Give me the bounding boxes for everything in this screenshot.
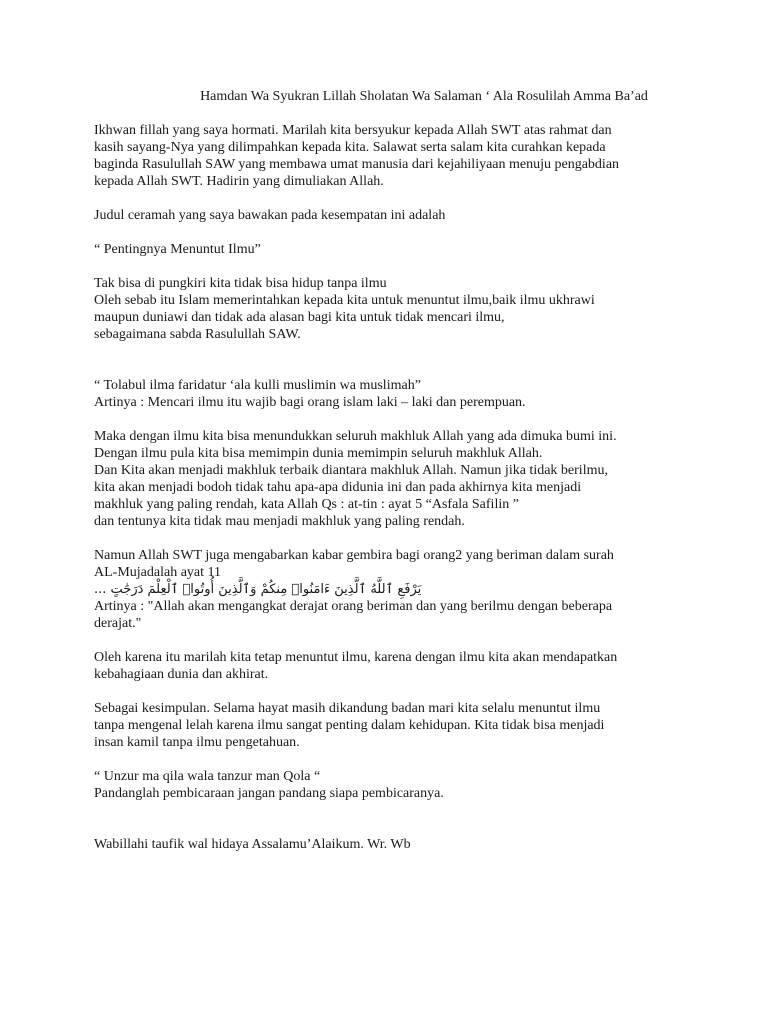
text-line: Pandanglah pembicaraan jangan pandang siapa pembicaranya. (94, 786, 444, 801)
text-line: kebahagiaan dunia dan akhirat. (94, 667, 269, 682)
text-line: tanpa mengenal lelah karena ilmu sangat penting dalam kehidupan. Kita tidak bisa menjadi (94, 718, 605, 733)
spacer (94, 360, 714, 377)
text-line: “ Unzur ma qila wala tanzur man Qola “ (94, 769, 321, 784)
text-line: “ Tolabul ilma faridatur ‘ala kulli muslimin wa muslimah” (94, 378, 421, 393)
paragraph-topic-intro (94, 207, 714, 224)
text-line: Wabillahi taufik wal hidaya Assalamu’Alaikum. Wr. Wb (94, 837, 411, 852)
text-line: sebagaimana sabda Rasulullah SAW. (94, 327, 301, 342)
paragraph-conclusion (94, 700, 714, 751)
text-line: Namun Allah SWT juga mengabarkan kabar gembira bagi orang2 yang beriman dalam surah (94, 548, 614, 563)
text-line: dan tentunya kita tidak mau menjadi makhluk yang paling rendah. (94, 514, 465, 529)
arabic-verse: يَرْفَعِ ٱللَّهُ ٱلَّذِينَ ءَامَنُوا۟ مِنكُمْ وَٱلَّذِينَ أُوتُوا۟ ٱلْعِلْمَ دَرَجَٰتٍ ... (94, 582, 422, 597)
text-line: Oleh sebab itu Islam memerintahkan kepada kita untuk menuntut ilmu,baik ilmu ukhrawi (94, 293, 595, 308)
paragraph-hadith (94, 377, 714, 411)
paragraph-opening (94, 122, 714, 190)
paragraph-quote (94, 768, 714, 802)
document-page (94, 88, 714, 870)
text-line: Maka dengan ilmu kita bisa menundukkan seluruh makhluk Allah yang ada dimuka bumi ini. (94, 429, 617, 444)
text-line: kasih sayang-Nya yang dilimpahkan kepada kita. Salawat serta salam kita curahkan kepada (94, 140, 606, 155)
text-line: makhluk yang paling rendah, kata Allah Qs : at-tin : ayat 5 “Asfala Safilin ” (94, 497, 519, 512)
paragraph-call (94, 649, 714, 683)
text-line: derajat." (94, 616, 142, 631)
text-line: Judul ceramah yang saya bawakan pada kesempatan ini adalah (94, 208, 446, 223)
text-line: AL-Mujadalah ayat 11 (94, 565, 221, 580)
paragraph-importance (94, 275, 714, 343)
text-line: maupun duniawi dan tidak ada alasan bagi kita untuk tidak mencari ilmu, (94, 310, 505, 325)
text-line: Ikhwan fillah yang saya hormati. Marilah kita bersyukur kepada Allah SWT atas rahmat dan (94, 123, 612, 138)
spacer (94, 819, 714, 836)
text-line: baginda Rasulullah SAW yang membawa umat manusia dari kejahiliyaan menuju pengabdian (94, 157, 620, 172)
text-line: Tak bisa di pungkiri kita tidak bisa hidup tanpa ilmu (94, 276, 387, 291)
text-line: Sebagai kesimpulan. Selama hayat masih dikandung badan mari kita selalu menuntut ilmu (94, 701, 601, 716)
paragraph-closing (94, 836, 714, 853)
text-line: Artinya : Mencari ilmu itu wajib bagi orang islam laki – laki dan perempuan. (94, 395, 526, 410)
document-title: Hamdan Wa Syukran Lillah Sholatan Wa Salaman ‘ Ala Rosulilah Amma Ba’ad (200, 89, 648, 104)
paragraph-knowledge (94, 428, 714, 530)
text-line: Dan Kita akan menjadi makhluk terbaik diantara makhluk Allah. Namun jika tidak berilmu, (94, 463, 608, 478)
text-line: Artinya : "Allah akan mengangkat derajat orang beriman dan yang berilmu dengan beberapa (94, 599, 613, 614)
text-line: kita akan menjadi bodoh tidak tahu apa-apa didunia ini dan pada akhirnya kita menjadi (94, 480, 582, 495)
text-line: Dengan ilmu pula kita bisa memimpin dunia memimpin seluruh makhluk Allah. (94, 446, 543, 461)
text-line: Oleh karena itu marilah kita tetap menuntut ilmu, karena dengan ilmu kita akan mendapatkan (94, 650, 618, 665)
text-line: kepada Allah SWT. Hadirin yang dimuliakan Allah. (94, 174, 384, 189)
paragraph-topic-title (94, 241, 714, 258)
paragraph-good-news (94, 547, 714, 632)
text-line: “ Pentingnya Menuntut Ilmu” (94, 242, 261, 257)
text-line: insan kamil tanpa ilmu pengetahuan. (94, 735, 300, 750)
